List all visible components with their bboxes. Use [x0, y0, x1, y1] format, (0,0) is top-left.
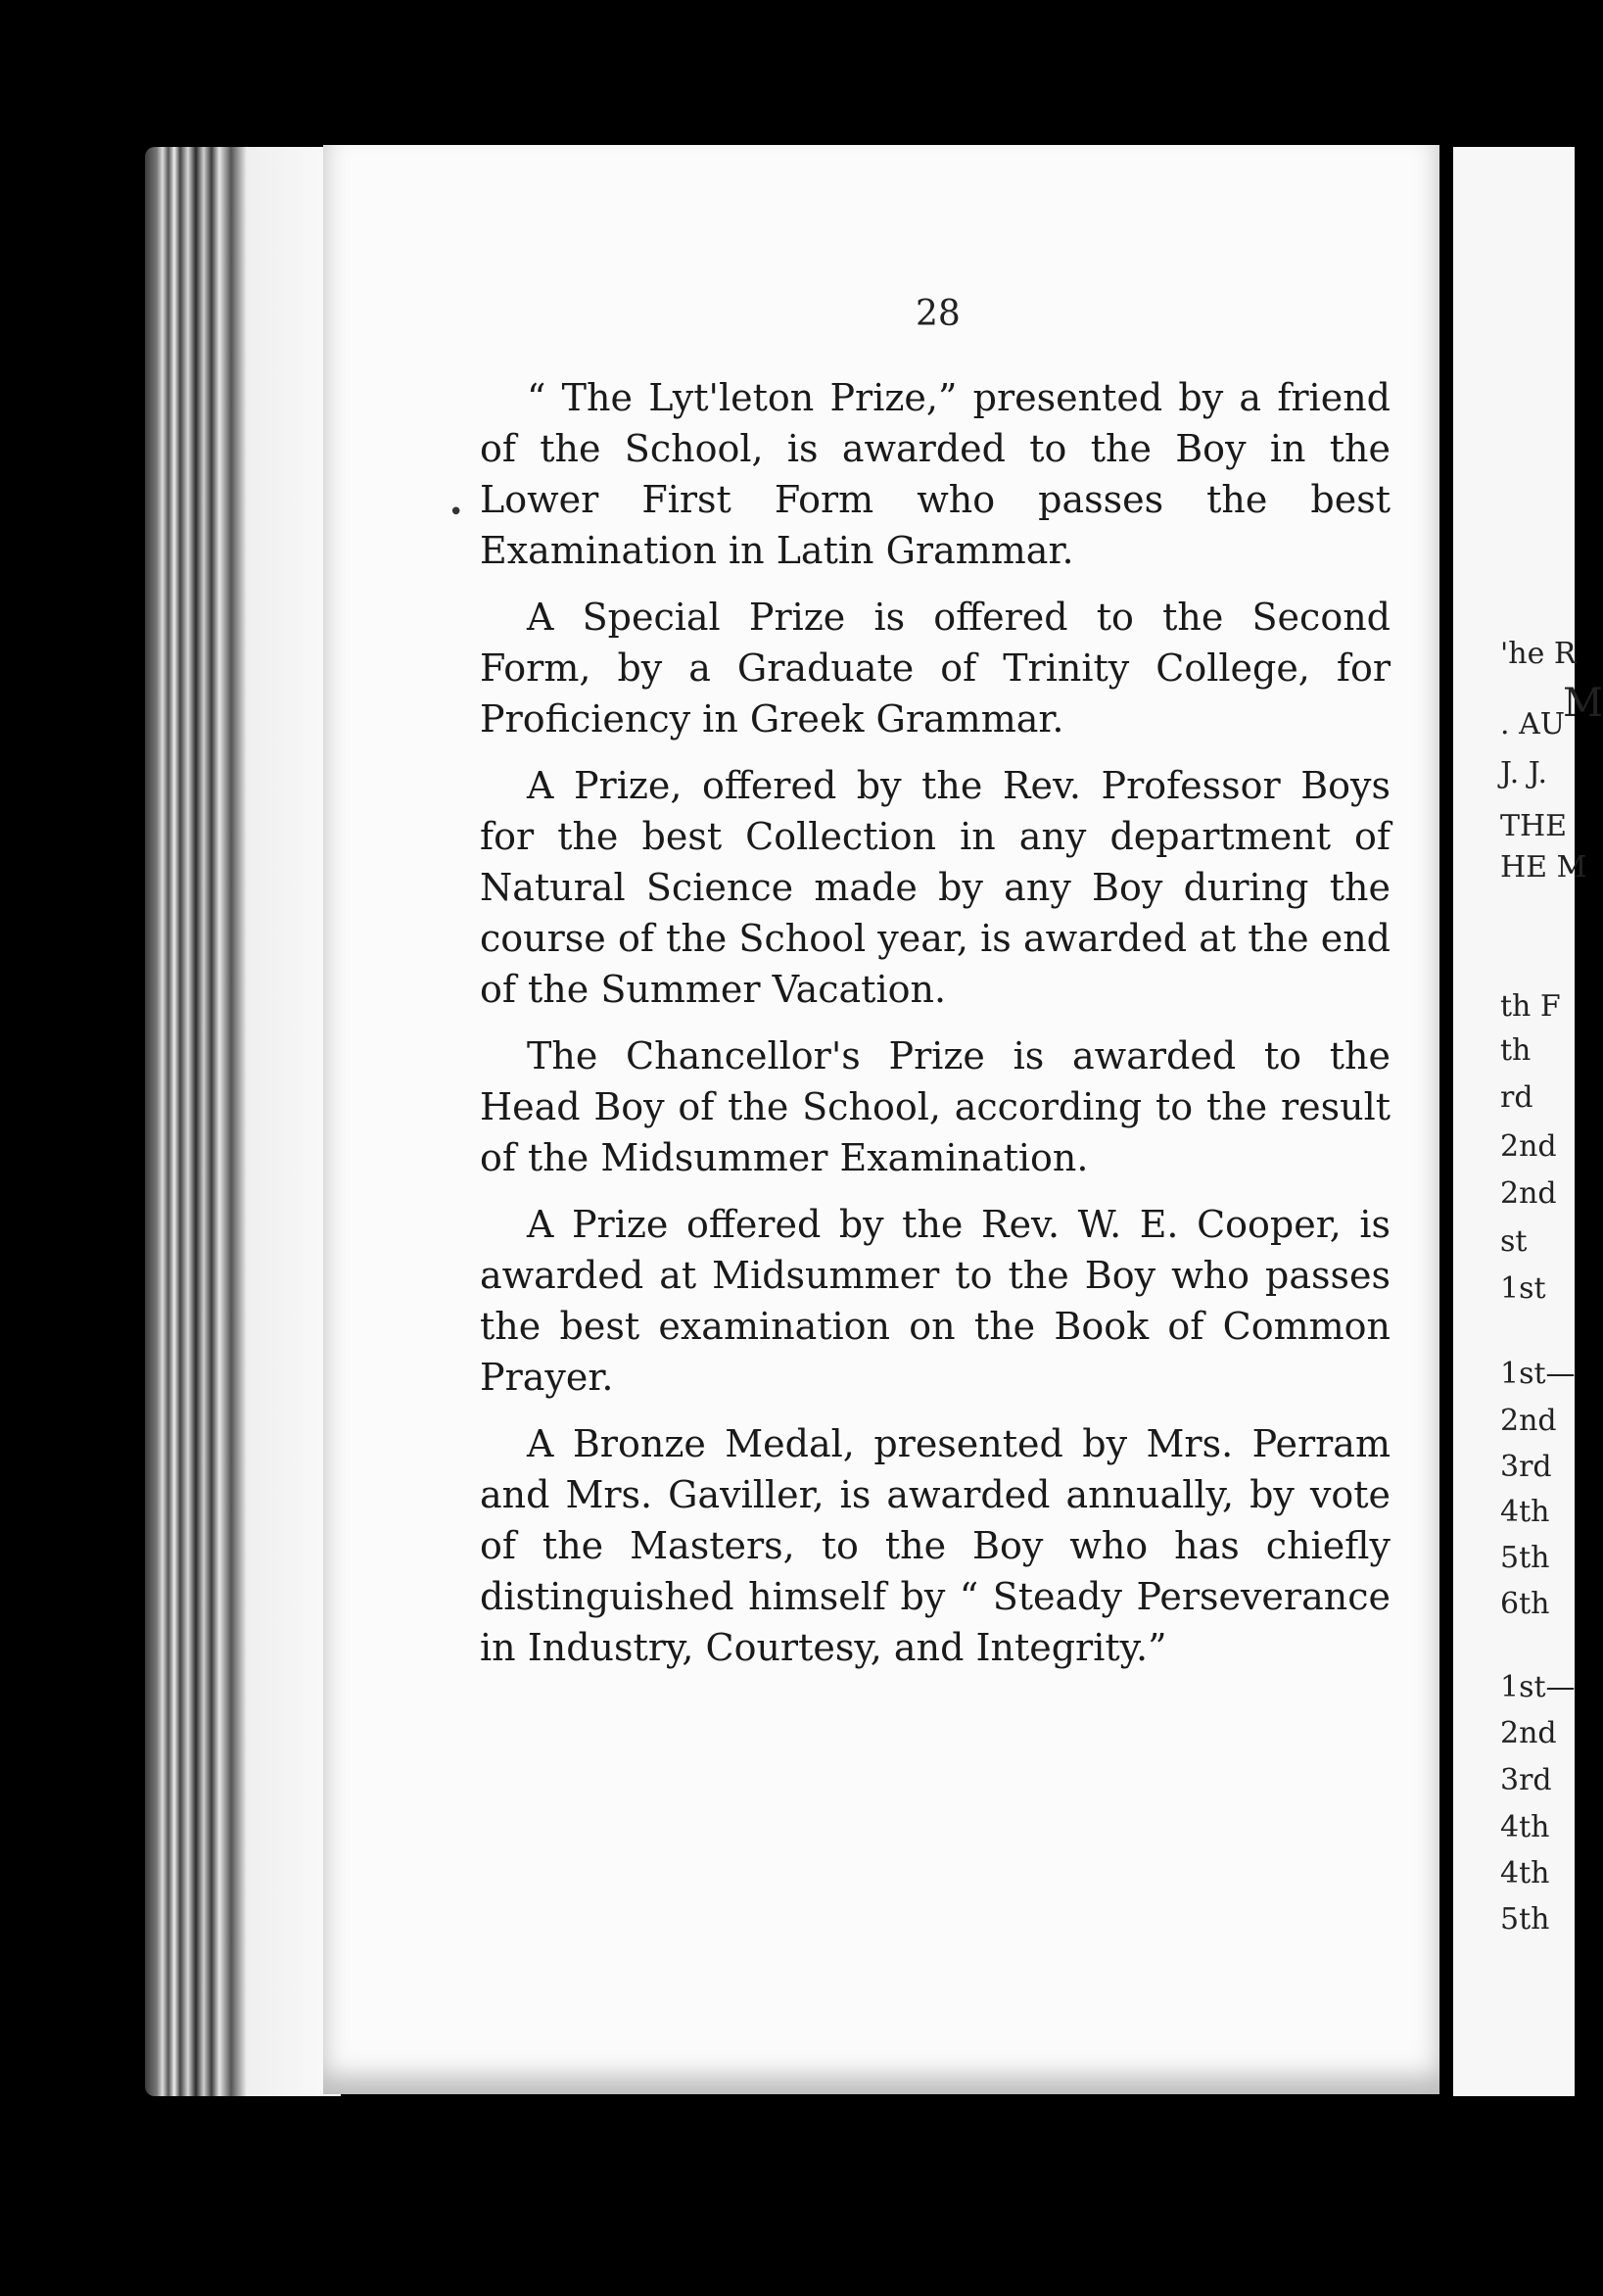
right-fragment: 1st— — [1500, 1670, 1576, 1704]
right-fragment: rd — [1500, 1080, 1533, 1115]
right-page-heading: M — [1563, 681, 1603, 726]
right-fragment: 5th — [1500, 1902, 1550, 1937]
right-fragment: 3rd — [1500, 1450, 1552, 1484]
right-fragment: 2nd — [1500, 1129, 1557, 1164]
right-fragment: 2nd — [1500, 1716, 1557, 1750]
right-fragment: 2nd — [1500, 1176, 1557, 1211]
paragraph-chancellors-prize: The Chancellor's Prize is awarded to the Head Boy of the School, according to the result of the Midsummer Examination. — [480, 1034, 1391, 1179]
page-stack-edge — [145, 147, 341, 2096]
paragraph-bronze-medal: A Bronze Medal, presented by Mrs. Perram and Mrs. Gaviller, is awarded annually, by vote of the Masters, to the Boy who has chiefly distinguished himself by “ Steady Perseverance in Industry, Courtesy, and Integrity.” — [480, 1422, 1391, 1669]
page-number: 28 — [916, 294, 961, 334]
right-fragment: th F — [1500, 989, 1561, 1024]
paragraph-prayer-book-prize: A Prize offered by the Rev. W. E. Cooper, is awarded at Midsummer to the Boy who passes the best examination on the Book of Common Prayer. — [480, 1203, 1391, 1399]
right-fragment: J. J. — [1500, 756, 1548, 790]
right-fragment: 4th — [1500, 1495, 1550, 1529]
paragraph-lyttleton-prize: “ The Lyt'leton Prize,” presented by a friend of the School, is awarded to the Boy in the Lower First Form who passes the best Examination in Latin Grammar. — [480, 376, 1391, 572]
right-fragment: . AU — [1500, 707, 1566, 741]
right-fragment: HE M — [1500, 850, 1587, 885]
paragraph-natural-science-prize: A Prize, offered by the Rev. Professor Boys for the best Collection in any department of Natural Science made by any Boy during the course of the School year, is awarded at the end of the Summer Vacation. — [480, 764, 1391, 1011]
body-text — [480, 372, 1391, 1689]
right-fragment: 4th — [1500, 1810, 1550, 1844]
right-fragment: THE — [1500, 809, 1568, 843]
right-fragment: 3rd — [1500, 1763, 1552, 1797]
right-fragment: 4th — [1500, 1856, 1550, 1890]
right-fragment: st — [1500, 1224, 1528, 1259]
right-fragment: 'he R — [1500, 637, 1577, 671]
paragraph-special-prize: A Special Prize is offered to the Second Form, by a Graduate of Trinity College, for Proficiency in Greek Grammar. — [480, 596, 1391, 741]
right-page-fragment — [1453, 147, 1603, 2096]
right-fragment: 1st — [1500, 1271, 1546, 1306]
right-fragment: 1st— — [1500, 1357, 1576, 1391]
right-fragment: 2nd — [1500, 1404, 1557, 1438]
right-fragment: 6th — [1500, 1587, 1550, 1621]
right-fragment: 5th — [1500, 1541, 1550, 1575]
right-fragment: th — [1500, 1033, 1532, 1068]
margin-ink-mark: • — [448, 498, 464, 527]
